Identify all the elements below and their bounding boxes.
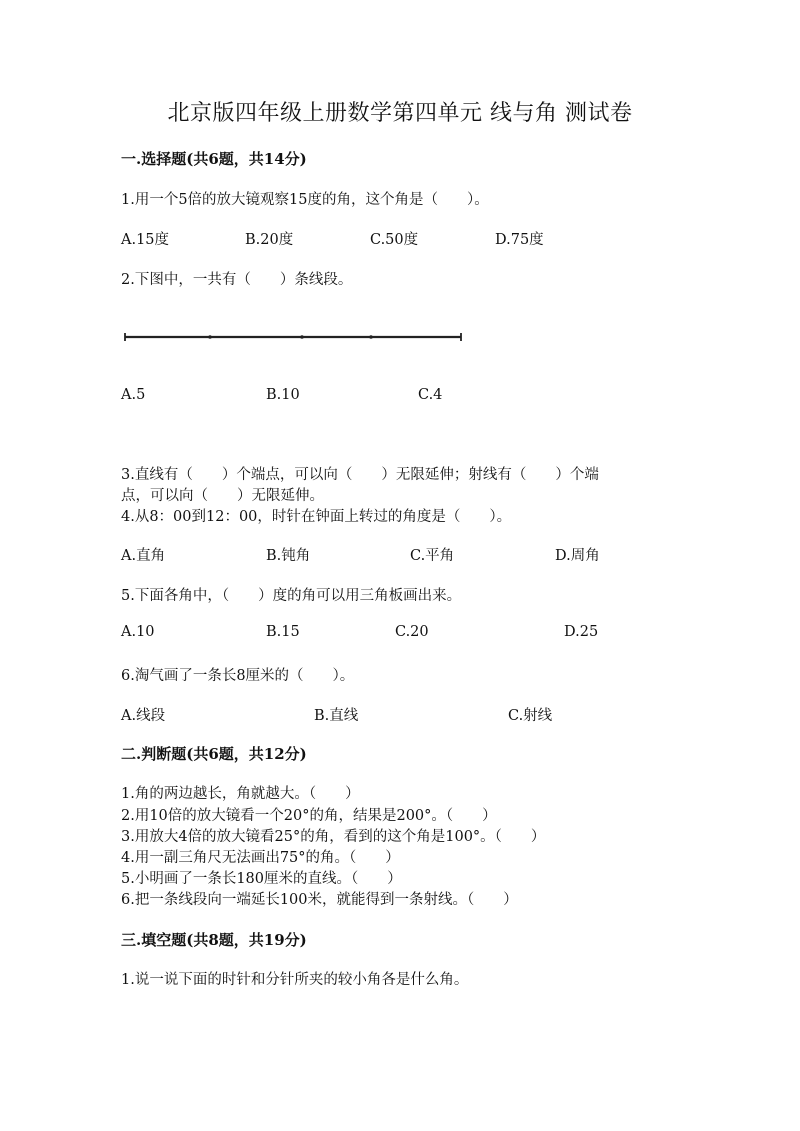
- statement-item: 1.角的两边越长，角就越大。（ ）: [121, 786, 360, 802]
- option-c: C.20: [395, 624, 429, 640]
- question-text: 5.下面各角中，（ ）度的角可以用三角板画出来。: [121, 588, 462, 604]
- question-text: 2.下图中，一共有（ ）条线段。: [121, 272, 353, 288]
- statement-item: 6.把一条线段向一端延长100米，就能得到一条射线。（ ）: [121, 892, 518, 908]
- segment-point: [208, 335, 212, 339]
- option-d: D.25: [564, 624, 599, 640]
- option-b: B.10: [266, 387, 300, 403]
- statement-item: 3.用放大4倍的放大镜看25°的角，看到的这个角是100°。（ ）: [121, 829, 546, 845]
- option-b: B.钝角: [266, 548, 311, 564]
- question-text: 4.从8：00到12：00，时针在钟面上转过的角度是（ ）。: [121, 509, 512, 525]
- question-text: 1.用一个5倍的放大镜观察15度的角，这个角是（ ）。: [121, 192, 489, 208]
- line-segment-figure: [118, 322, 468, 346]
- section-heading-fill-in: 三.填空题(共8题，共19分): [121, 931, 307, 949]
- option-d: D.75度: [495, 232, 544, 248]
- statement-item: 2.用10倍的放大镜看一个20°的角，结果是200°。（ ）: [121, 808, 497, 824]
- segment-point: [300, 335, 304, 339]
- question-text: 6.淘气画了一条长8厘米的（ ）。: [121, 668, 355, 684]
- option-a: A.10: [121, 624, 155, 640]
- option-a: A.15度: [121, 232, 170, 248]
- statement-item: 5.小明画了一条长180厘米的直线。（ ）: [121, 871, 402, 887]
- statement-item: 4.用一副三角尺无法画出75°的角。（ ）: [121, 850, 400, 866]
- question-text: 3.直线有（ ）个端点，可以向（ ）无限延伸；射线有（ ）个端: [121, 467, 599, 483]
- question-text: 1.说一说下面的时针和分针所夹的较小角各是什么角。: [121, 972, 469, 988]
- option-b: B.直线: [314, 708, 359, 724]
- segment-point: [369, 335, 373, 339]
- option-d: D.周角: [555, 548, 600, 564]
- page-title: 北京版四年级上册数学第四单元 线与角 测试卷: [167, 101, 633, 126]
- option-c: C.射线: [508, 708, 553, 724]
- question-text-continued: 点，可以向（ ）无限延伸。: [121, 488, 324, 504]
- option-b: B.15: [266, 624, 300, 640]
- option-b: B.20度: [245, 232, 294, 248]
- option-a: A.线段: [121, 708, 166, 724]
- option-c: C.4: [418, 387, 443, 403]
- section-heading-choice: 一.选择题(共6题，共14分): [121, 150, 307, 168]
- option-a: A.5: [121, 387, 146, 403]
- section-heading-judgement: 二.判断题(共6题，共12分): [121, 745, 307, 763]
- option-a: A.直角: [121, 548, 166, 564]
- option-c: C.50度: [370, 232, 419, 248]
- option-c: C.平角: [410, 548, 455, 564]
